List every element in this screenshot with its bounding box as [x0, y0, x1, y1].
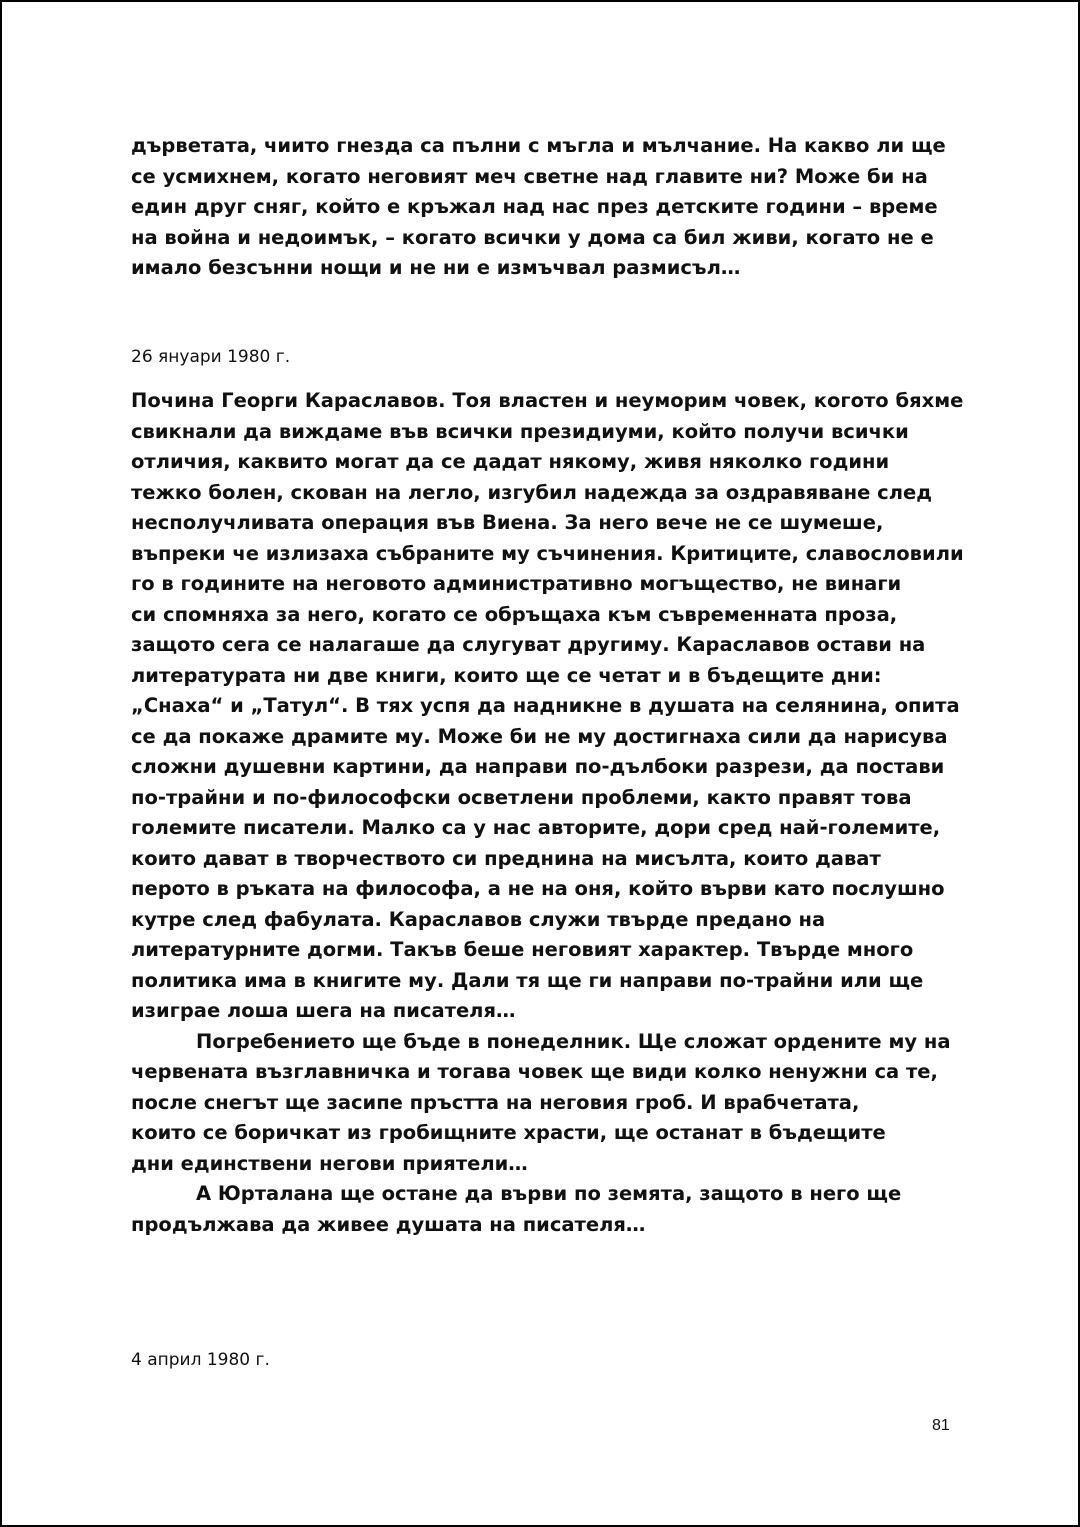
- top-paragraph: [131, 131, 961, 284]
- text-line: червената възглавничка и тогава човек ще види колко ненужни са те,: [131, 1060, 938, 1083]
- text-line: дни единствени негови приятели…: [131, 1151, 528, 1175]
- page-number: 81: [932, 1417, 950, 1434]
- text-line: които се боричкат из гробищните храсти, ще останат в бъдещите: [131, 1121, 886, 1144]
- text-line: после снегът ще засипе пръстта на неговия гроб. И врабчетата,: [131, 1090, 860, 1114]
- text-line: Погребението ще бъде в понеделник. Ще сложат ордените му на: [196, 1029, 951, 1053]
- text-line: продължава да живее душата на писателя…: [131, 1212, 646, 1236]
- text-line: се да покаже драмите му. Може би не му достигнаха сили да нарисува: [131, 724, 948, 748]
- text-line: несполучливата операция във Виена. За него вече не се шумеше,: [131, 511, 884, 534]
- text-line: един друг сняг, който е кръжал над нас през детските години – време: [131, 195, 938, 218]
- text-line: защото сега се налагаше да слугуват другиму. Караславов остави на: [131, 633, 926, 656]
- text-line: литературните догми. Такъв беше неговият характер. Твърде много: [131, 938, 914, 961]
- text-line: дърветата, чиито гнезда са пълни с мъгла и мълчание. На какво ли ще: [131, 134, 946, 157]
- text-line: перото в ръката на философа, а не на оня, който върви като послушно: [131, 877, 945, 900]
- text-line: „Снаха“ и „Татул“. В тях успя да надникне в душата на селянина, опита: [131, 694, 960, 717]
- text-line: по-трайни и по-философски осветлени проблеми, както правят това: [131, 785, 912, 809]
- text-line: А Юрталана ще остане да върви по земята, защото в него ще: [196, 1182, 902, 1205]
- text-line: си спомняха за него, когато се обръщаха към съвременната проза,: [131, 602, 898, 626]
- text-line: политика има в книгите му. Дали тя ще ги направи по-трайни или ще: [131, 968, 924, 992]
- entry-date: 26 януари 1980 г.: [131, 347, 291, 367]
- text-line: на война и недоимък, – когато всички у дома са бил живи, когато не е: [131, 225, 934, 249]
- text-line: Почина Георги Караславов. Тоя властен и неуморим човек, когото бяхме: [131, 389, 964, 412]
- text-line: го в годините на неговото административно могъщество, не винаги: [131, 572, 902, 595]
- text-line: изиграе лоша шега на писателя…: [131, 999, 516, 1022]
- text-line: имало безсънни нощи и не ни е измъчвал размисъл…: [131, 256, 741, 279]
- text-line: които дават в творчеството си преднина на мисълта, които дават: [131, 846, 881, 870]
- text-line: кутре след фабулата. Караславов служи твърде предано на: [131, 907, 826, 931]
- text-line: тежко болен, скован на легло, изгубил надежда за оздравяване след: [131, 480, 932, 504]
- text-line: отличия, каквито могат да се дадат някому, живя няколко години: [131, 450, 890, 473]
- text-line: свикнали да виждаме във всички президиуми, който получи всички: [131, 419, 909, 443]
- text-line: се усмихнем, когато неговият меч светне над главите ни? Може би на: [131, 164, 928, 188]
- text-line: сложни душевни картини, да направи по-дълбоки разрези, да постави: [131, 755, 945, 778]
- text-line: въпреки че излизаха събраните му съчинения. Критиците, славословили: [131, 541, 964, 565]
- entry-date: 4 април 1980 г.: [131, 1350, 270, 1370]
- text-line: големите писатели. Малко са у нас авторите, дори сред най-големите,: [131, 816, 941, 839]
- entry-body: [131, 386, 964, 1240]
- text-line: литературата ни две книги, които ще се четат и в бъдещите дни:: [131, 663, 882, 687]
